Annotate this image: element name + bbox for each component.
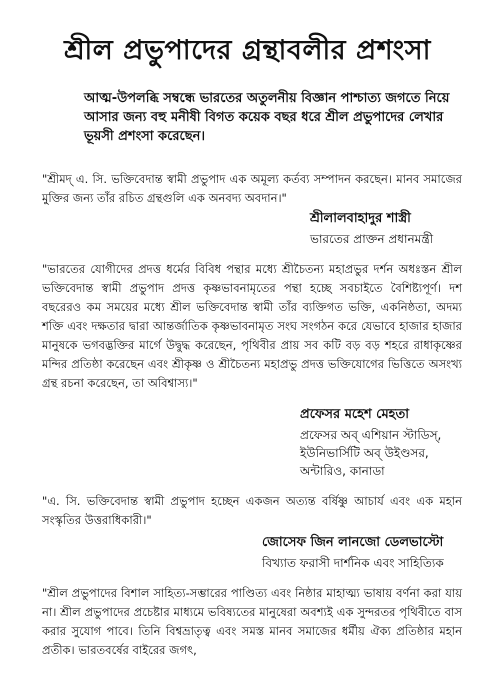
author-detail-1-1: ভারতের প্রাক্তন প্রধানমন্ত্রী [310,232,434,246]
attribution-1 [310,210,433,248]
quote-text-2: "ভারতের যোগীদের প্রদত্ত ধর্মের বিবিধ পন্থার মধ্যে শ্রীচৈতন্য মহাপ্রভুর দর্শন অধঃস্তন শ্রীল ভক্তিবেদান্ত স্বামী প্রভুপাদ প্রদত্ত কৃষ্ণভাবনামৃতের পন্থা হচ্ছে সবচাইতে বৈশিষ্ট্যপূর্ণ। দশ বছরেরও কম সময়ের মধ্যে শ্রীল ভক্তিবেদান্ত স্বামী তাঁর ব্যক্তিগত ভক্তি, একনিষ্ঠতা, অদম্য শক্তি এবং দক্ষতার দ্বারা আন্তর্জাতিক কৃষ্ণভাবনামৃত সংঘ সংগঠন করে যেভাবে হাজার হাজার মানুষকে ভগবদ্ভক্তির মার্গে উদ্বুদ্ধ করেছেন, পৃথিবীর প্রায় সব কটি বড় বড় শহরে রাধাকৃষ্ণের মন্দির প্রতিষ্ঠা করেছেন এবং শ্রীকৃষ্ণ ও শ্রীচৈতন্য মহাপ্রভু প্রদত্ত ভক্তিযোগের ভিত্তিতে অসংখ্য গ্রন্থ রচনা করেছেন, তা অবিশ্বাস্য।" [42,262,462,390]
quote-block-3 [42,492,462,530]
quote-text-3: "এ. সি. ভক্তিবেদান্ত স্বামী প্রভুপাদ হচ্ছেন একজন অত্যন্ত বর্ষিষ্ণু আচার্য এবং এক মহান সংস্কৃতির উত্তরাধিকারী।" [42,494,462,527]
author-detail-2-1: প্রফেসর অব্ এশিয়ান স্টাডিস্, [300,428,442,442]
author-detail-3-1: বিখ্যাত ফরাসী দার্শনিক এবং সাহিত্যিক [262,556,444,570]
quote-text-1: "শ্রীমদ্ এ. সি. ভক্তিবেদান্ত স্বামী প্রভুপাদ এক অমূল্য কর্তব্য সম্পাদন করছেন। মানব সমাজের মুক্তির জন্য তাঁর রচিত গ্রন্থগুলি এক অনবদ্য অবদান।" [42,172,462,205]
author-detail-2-3: অন্টারিও, কানাডা [300,464,385,478]
intro-paragraph [84,89,462,146]
quote-block-2 [42,260,462,393]
author-detail-2-2: ইউনিভার্সিটি অব্ উইণ্ডসর, [300,446,429,460]
page-title: শ্রীল প্রভুপাদের গ্রন্থাবলীর প্রশংসা [64,35,431,66]
intro-text: আত্ম-উপলব্ধি সম্বন্ধে ভারতের অতুলনীয় বিজ্ঞান পাশ্চাত্য জগতে নিয়ে আসার জন্য বহু মনীষী বিগত কয়েক বছর ধরে শ্রীল প্রভুপাদের লেখার ভূয়সী প্রশংসা করেছেন। [84,91,450,144]
author-name-3: জোসেফ জিন লানজো ডেলভাস্টো [262,535,444,550]
quote-text-4: "শ্রীল প্রভুপাদের বিশাল সাহিত্য-সম্ভারের পাণ্ডিত্য এবং নিষ্ঠার মাহাত্ম্য ভাষায় বর্ণনা করা যায় না। শ্রীল প্রভুপাদের প্রচেষ্টার মাধ্যমে ভবিষ্যতের মানুষেরা অবশ্যই এক সুন্দরতর পৃথিবীতে বাস করার সুযোগ পাবে। তিনি বিশ্বভ্রাতৃত্ব এবং সমস্ত মানব সমাজের ধর্মীয় ঐক্য প্রতিষ্ঠার মহান প্রতীক। ভারতবর্ষের বাইরের জগৎ, [42,586,462,657]
attribution-2 [300,406,441,480]
attribution-3 [262,534,444,572]
quote-block-4 [42,584,462,660]
author-name-1: শ্রীলালবাহাদুর শাস্ত্রী [310,211,411,226]
author-name-2: প্রফেসর মহেশ মেহতা [300,407,410,422]
quote-block-1 [42,170,462,208]
